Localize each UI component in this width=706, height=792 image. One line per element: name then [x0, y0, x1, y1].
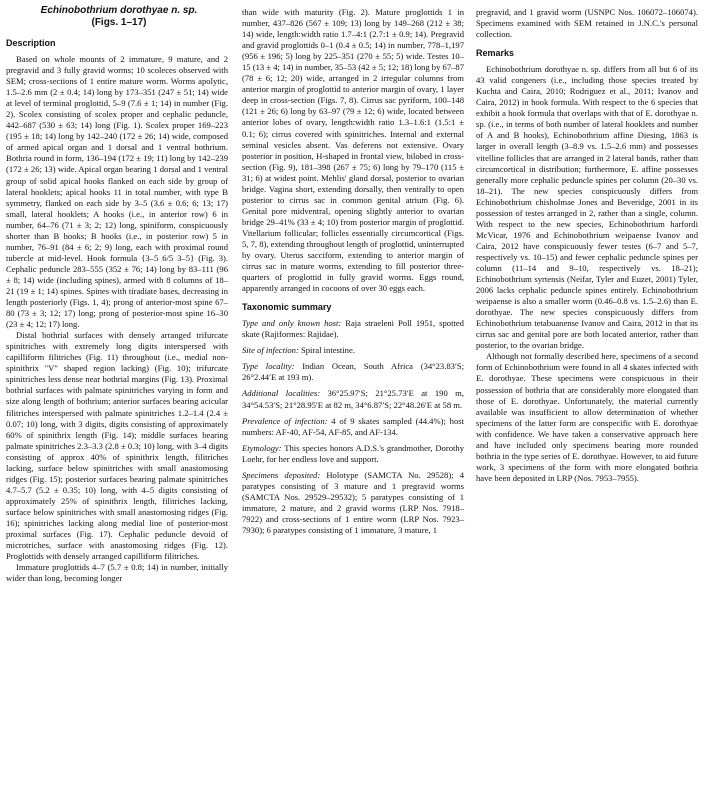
taxonomic-entry-host: Type and only known host: Raja straeleni Poll 1951, spotted skate (Rajiformes: Rajidae). [242, 318, 464, 340]
column-left [6, 38, 228, 584]
column-middle [242, 7, 464, 536]
description-paragraph: Distal bothrial surfaces with densely arranged trifurcate spinitriches with extremely long digits interspersed with capilliform filitriches (Fig. 11) throughout (i.e., medial non-spinithrix "V" shaped region lacking) (Fig. 10); trifurcate spinitriches less dense near bothrial margins (Fig. 13). Proximal bothrial surfaces with palmate spinitriches varying in form and size along length of bothrium; anterior surfaces bearing acicular filitriches interspersed with palmate spinitriches 1.2–1.4 (2.4 ± 0.07; 10) long, with 3 digits, digits consisting of approximately 60% of spinithrix length (Fig. 14); middle surfaces bearing palmate spinitriches 2.3–3.3 (2.8 ± 0.3; 10) long, with 3–4 digits consisting of approx 40% of spinithrix length, filitriches lacking, surface below spinitriches with small anastomosing ridges (Fig. 15); posterior surfaces bearing palmate spinitriches 4.7–5.7 (5.2 ± 0.35; 10) long, with 4–5 digits consisting of approximately 25% of spinithrix length, filitriches lacking, surface below spinitriches with small anastomosing ridges (Fig. 16); spinitriches lacking along medial line of posterior-most proximal surfaces (Fig. 17). Cephalic peduncle devoid of microtriches, surface with anastomosing ridges (Fig. 12). Proglottids with densely arranged capilliform filitriches. [6, 330, 228, 562]
taxonomic-summary-heading: Taxonomic summary [242, 302, 332, 313]
remarks-paragraph: Echinobothrium dorothyae n. sp. differs from all but 6 of its 43 valid congeners (i.e., including those species treated by Kuchta and Caira, 2010; Rodriguez et al., 2011; Ivanov and Caira, 2012) in hook formula. With respect to the 6 species that exhibit a hook formula that overlaps with that of E. dorothyae n. sp. (i.e., in terms of both number of lateral hooklets and number of A and B hooks), Echinobothrium affine Diesing, 1863 is larger in overall length (3–8.9 vs. 1.5–2.6 mm) and possesses vitelline follicles that are arranged in 2 lateral bands, rather than circumcortical in distribution; furthermore, E. affine possesses generally more cephalic peduncle spines per column (20–30 vs. 18–21). The new species conspicuously differs from Echinobothrium chisholmae Jones and Beveridge, 2001 in its possession of testes arranged in 2, rather than a single, column. With respect to the new species, Echinobothrium harfordi McVicar, 1976 and Echinobothrium weipaense Ivanov and Caira, 2012 have conspicuously fewer testes (6–7 and 5–7, respectively vs. 10–15) and fewer cephalic peduncle spines per column (11–14 and 9–10, respectively vs. 18–21); Echinobothrium syrtensis (Neifar, Tyler and Euzet, 2001) Tyler, 2006 lacks cephalic peduncle spines entirely. Echinobothrium weipaense is also a smaller worm (0.46–0.8 vs. 1.5–2.6) than E. dorothyae. The new species conspicuously differs from Echinobothrium tetabuanense Ivanov and Caira, 2012 in that its cirrus sac and genital pore are both located anterior, rather than posterior, to the ovarian bridge. [476, 64, 698, 351]
article-header [8, 5, 230, 29]
description-paragraph: Based on whole mounts of 2 immature, 9 mature, and 2 pregravid and 3 fully gravid worms; 10 scoleces observed with SEM; cross-sections of 1 entire mature worm. Worms apolytic, 1.5–2.6 mm (2 ± 0.4; 14) long by 173–351 (247 ± 51; 14) wide at level of terminal proglottid, 5–9 (7.6 ± 1; 14) in number (Fig. 2). Scolex consisting of scolex proper and cephalic peduncle, 442–687 (530 ± 63; 14) long (Fig. 1). Scolex proper 169–223 (195 ± 18; 14) long by 142–240 (172 ± 26; 14) wide, composed of armed apical organ and 1 dorsal and 1 ventral bothrium. Bothria round in form, 136–194 (172 ± 19; 11) long by 142–239 (172 ± 26; 13) wide. Apical organ bearing 1 dorsal and 1 ventral group of solid apical hooks flanked on each side by group of lateral hooklets; apical hooks 11 in total number, with type B symmetry, flanked on each side by 3–5 (3.6 ± 0.6; 6; 13; 17) small, lateral hooklets; A hooks (i.e., in anterior row) 6 in number, 64–76 (71 ± 3; 2; 12) long, spiniform, conspicuously shorter than B hooks; B hooks (i.e., in posterior row) 5 in number, 76–91 (84 ± 6; 2; 9) long, each with proximal round tubercle at mid-level. Hook formula {3–5 6/5 3–5} (Fig. 3). Cephalic peduncle 283–555 (352 ± 76; 14) long by 83–111 (96 ± 8; 14) wide (including spines), armed with 8 columns of 18–21 (19 ± 1; 14) spines. Spines with tiradiate bases, decreasing in length posteriorly (Figs. 1, 4); prong of anterior-most spine 67–80 (73 ± 3; 12; 17) long; prong of posterior-most spine 16–30 (23 ± 4; 12; 17) long. [6, 54, 228, 330]
column-right [476, 7, 698, 484]
species-title: Echinobothrium dorothyae n. sp. [40, 5, 198, 16]
description-continued: than wide with maturity (Fig. 2). Mature proglottids 1 in number, 437–826 (567 ± 109; 13) long by 149–268 (212 ± 38; 14) wide, length:width ratio 1.7–4:1 (2.7:1 ± 0.9; 14). Pregravid and gravid proglottids 0–1 (0.4 ± 0.5; 14) in number, 778–1,197 (956 ± 196; 5) long by 225–351 (270 ± 55; 5) wide. Testes 10–15 (13 ± 4; 14) in number, 35–53 (42 ± 5; 12; 18) long by 67–87 (78 ± 6; 12; 20) wide, arranged in 2 irregular columns from anterior margin of proglottid to anterior margin of ovary, 1 layer deep in cross-section (Figs. 7, 8). Cirrus sac pyriform, 100–148 (121 ± 26; 6) long by 63–97 (79 ± 12; 6) wide, located between anterior lobes of ovary, length:width ratio 1.3–1.6:1 (1.5:1 ± 0.1; 6); cirrus covered with spinitriches. Internal and external seminal vesicles absent. Vas deferens not extensive. Ovary posterior in position, H-shaped in frontal view, bilobed in cross-section (Fig. 9), 181–398 (267 ± 75; 6) long by 79–170 (115 ± 31; 6) at widest point. Mehlis' gland dorsal, posterior to ovarian bridge. Vagina short, extending dorsally, then ventrally to open posterior to cirrus sac in common genital atrium (Fig. 6). Genital pore midventral, opening slightly anterior to ovarian bridge 29–41% (33 ± 4; 10) from posterior margin of proglottid. Vitellarium follicular; follicles essentially circumcortical (Figs. 5, 7, 8), extending throughout length of proglottid, uninterrupted by ovary. Uterus sacciform, extending to anterior margin of cirrus sac in mature worms, extending to fill posterior three-quarters of proglottid in fully gravid worms. Eggs round, apparently arranged in cocoons of over 30 eggs each. [242, 7, 465, 294]
figures-reference: (Figs. 1–17) [91, 17, 147, 28]
taxonomic-entry-specimens: Specimens deposited: Holotype (SAMCTA No. 29528); 4 paratypes consisting of 3 mature and 1 pregravid worms (SAMCTA Nos. 29529–29532); 5 paratypes consisting of 1 immature, 2 mature, and 2 gravid worms (LRP Nos. 7918–7922) and cross-sections of 1 entire worm (LRP Nos. 7923–7930); 6 paratypes consisting of 1 immature, 3 mature, 1 [242, 469, 465, 535]
taxonomic-entry-type-locality: Type locality: Indian Ocean, South Africa (34°23.83′S; 26°2.44′E at 193 m). [242, 361, 464, 383]
description-paragraph: Immature proglottids 4–7 (5.7 ± 0.8; 14) in number, initially wider than long, becoming longer [6, 562, 228, 584]
remarks-heading: Remarks [476, 48, 515, 59]
specimens-continued: pregravid, and 1 gravid worm (USNPC Nos. 106072–106074). Specimens examined with SEM retained in J.N.C.'s personal collection. [476, 7, 698, 40]
taxonomic-entry-additional-localities: Additional localities: 36°25.97′S; 21°25.73′E at 190 m, 34°54.53′S; 21°28.95′E at 82 m, 34°6.87′S; 22°48.26′E at 58 m. [242, 388, 464, 410]
taxonomic-entry-prevalence: Prevalence of infection: 4 of 9 skates sampled (44.4%); host numbers: AF-40, AF-54, AF-85, and AF-134. [242, 415, 464, 437]
taxonomic-entry-site: Site of infection: Spiral intestine. [242, 345, 355, 356]
remarks-paragraph: Although not formally described here, specimens of a second form of Echinobothrium were found in all 4 skates infected with E. dorothyae. These specimens were conspicuous in their possession of bothria that are considerably more elongated than those of E. dorothyae. Unfortunately, the material currently available was insufficient to allow determination of whether specimens of the latter form are conspecific with E. dorothyae with confidence. We have taken a conservative approach here and have included only specimens bearing more rounded bothria in the type series of E. dorothyae. However, to aid future work, 3 specimens of the form with more elongated bothria have been deposited in LRP (Nos. 7953–7955). [476, 351, 698, 483]
taxonomic-entry-etymology: Etymology: This species honors A.D.S.'s grandmother, Dorothy Loehr, for her endless love and support. [242, 442, 464, 464]
description-heading: Description [6, 38, 56, 48]
